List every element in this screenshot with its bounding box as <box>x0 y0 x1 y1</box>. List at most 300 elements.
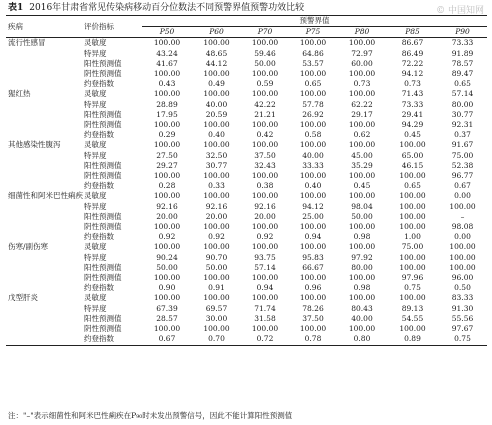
table-row <box>6 89 487 99</box>
value-cell: 100.00 <box>449 252 476 262</box>
value-cell: 30.00 <box>205 313 228 323</box>
value-cell: 100.00 <box>348 242 376 252</box>
value-cell: 40.00 <box>302 150 324 160</box>
disease-cell <box>6 181 84 191</box>
value-cell: 78.57 <box>451 58 474 68</box>
value-cell: 72.22 <box>401 58 424 68</box>
value-cell: 100.00 <box>203 140 230 150</box>
value-cell: 30.77 <box>451 109 474 119</box>
value-cell: 89.13 <box>401 303 424 313</box>
disease-cell <box>6 212 84 222</box>
indicator-cell: 阳性预测值 <box>84 160 122 170</box>
value-cell: 100.00 <box>251 140 279 150</box>
table-title: 2016年甘肃省常见传染病移动百分位数法不同预警界值预警功效比较 <box>29 3 305 13</box>
value-cell: 64.86 <box>302 48 324 58</box>
value-cell: 100.00 <box>299 222 327 232</box>
table-caption <box>8 2 304 14</box>
indicator-cell: 约登指数 <box>84 79 114 89</box>
indicator-cell: 特异度 <box>84 252 107 262</box>
value-cell: 30.77 <box>205 160 228 170</box>
value-cell: 57.14 <box>451 89 474 99</box>
value-cell: 100.00 <box>348 324 376 334</box>
value-cell: 0.49 <box>208 79 225 89</box>
value-cell: 96.77 <box>451 171 474 181</box>
value-cell: 40.00 <box>205 99 228 109</box>
value-cell: 20.00 <box>156 211 178 221</box>
disease-cell <box>6 324 84 334</box>
value-cell: 0.92 <box>158 232 176 242</box>
table-row <box>6 120 487 130</box>
value-cell: 100.00 <box>449 242 476 252</box>
value-cell: 100.00 <box>399 201 426 211</box>
value-cell: 0.65 <box>454 79 471 89</box>
value-cell: 100.00 <box>203 293 230 303</box>
value-cell: 94.12 <box>401 69 424 79</box>
value-cell: 29.17 <box>351 109 373 119</box>
value-cell: 0.43 <box>158 79 176 89</box>
value-cell: 0.42 <box>256 130 274 140</box>
disease-cell <box>6 110 84 120</box>
value-cell: 73.33 <box>451 38 474 48</box>
table-row <box>6 334 487 345</box>
value-cell: 29.41 <box>401 109 424 119</box>
indicator-cell: 特异度 <box>84 303 107 313</box>
value-cell: 100.00 <box>153 140 181 150</box>
disease-cell <box>6 273 84 283</box>
value-cell: 50.00 <box>254 58 276 68</box>
table-row <box>6 100 487 110</box>
indicator-cell: 约登指数 <box>84 232 114 242</box>
value-cell: 0.73 <box>404 79 421 89</box>
value-cell: 0.67 <box>142 334 192 345</box>
value-cell: 0.62 <box>353 130 371 140</box>
value-cell: 52.38 <box>451 160 474 170</box>
value-cell: 100.00 <box>348 293 376 303</box>
table-row <box>6 253 487 263</box>
value-cell: 0.00 <box>454 232 471 242</box>
disease-cell <box>6 283 84 293</box>
indicator-cell: 约登指数 <box>84 334 142 345</box>
value-cell: 75.00 <box>401 242 424 252</box>
value-cell: 90.24 <box>156 252 178 262</box>
value-cell: 69.57 <box>205 303 228 313</box>
indicator-cell: 特异度 <box>84 201 107 211</box>
value-cell: 0.37 <box>454 130 471 140</box>
value-cell: 0.94 <box>304 232 322 242</box>
value-cell: 86.67 <box>401 38 424 48</box>
value-cell: 21.21 <box>254 109 276 119</box>
table-row <box>6 161 487 171</box>
indicator-cell: 灵敏度 <box>84 89 107 99</box>
disease-cell <box>6 79 84 89</box>
value-cell: 100.00 <box>399 324 426 334</box>
value-cell: 0.00 <box>454 191 471 201</box>
value-cell: 29.27 <box>156 160 178 170</box>
value-cell: 98.08 <box>451 222 474 232</box>
table-row <box>6 49 487 59</box>
disease-cell <box>6 59 84 69</box>
table-row <box>6 151 487 161</box>
value-cell: 100.00 <box>348 69 376 79</box>
header-disease: 疾病 <box>6 16 84 38</box>
indicator-cell: 阳性预测值 <box>84 58 122 68</box>
disease-cell <box>6 263 84 273</box>
value-cell: 80.00 <box>351 262 373 272</box>
value-cell: 100.00 <box>203 171 230 181</box>
disease-cell <box>6 151 84 161</box>
value-cell: 100.00 <box>251 242 279 252</box>
value-cell: 0.40 <box>208 130 225 140</box>
value-cell: 100.00 <box>299 171 327 181</box>
value-cell: 62.22 <box>351 99 373 109</box>
value-cell: 17.95 <box>156 109 178 119</box>
value-cell: 0.80 <box>337 334 387 345</box>
header-percentile: P90 <box>438 27 487 38</box>
disease-cell <box>6 100 84 110</box>
disease-cell <box>6 222 84 232</box>
disease-cell: 戊型肝炎 <box>8 293 38 303</box>
disease-cell <box>6 69 84 79</box>
value-cell: 0.92 <box>256 232 274 242</box>
value-cell: 0.45 <box>404 130 421 140</box>
value-cell: 100.00 <box>399 140 426 150</box>
value-cell: 42.22 <box>254 99 276 109</box>
value-cell: 100.00 <box>251 293 279 303</box>
value-cell: 80.43 <box>351 303 373 313</box>
value-cell: 100.00 <box>251 273 279 283</box>
value-cell: 100.00 <box>399 252 426 262</box>
value-cell: 48.65 <box>205 48 228 58</box>
value-cell: 53.57 <box>302 58 324 68</box>
table-row <box>6 242 487 252</box>
disease-cell <box>6 314 84 324</box>
value-cell: 96.00 <box>451 273 474 283</box>
value-cell: 0.28 <box>158 181 176 191</box>
value-cell: 100.00 <box>203 89 230 99</box>
value-cell: 67.39 <box>156 303 178 313</box>
data-table <box>6 15 487 346</box>
value-cell: 100.00 <box>399 222 426 232</box>
value-cell: 78.26 <box>302 303 324 313</box>
header-percentile: P50 <box>142 27 192 38</box>
value-cell: 100.00 <box>203 38 230 48</box>
disease-cell <box>6 232 84 242</box>
disease-cell <box>6 49 84 59</box>
indicator-cell: 特异度 <box>84 99 107 109</box>
value-cell: 54.55 <box>401 313 424 323</box>
disease-cell <box>6 161 84 171</box>
table-row <box>6 110 487 120</box>
value-cell: 100.00 <box>399 262 426 272</box>
table-row <box>6 324 487 334</box>
value-cell: 0.70 <box>192 334 241 345</box>
value-cell: 37.50 <box>302 313 324 323</box>
table-row <box>6 79 487 89</box>
value-cell: 0.92 <box>208 232 225 242</box>
indicator-cell: 阴性预测值 <box>84 324 122 334</box>
disease-cell: 其他感染性腹泻 <box>8 140 61 150</box>
value-cell: 100.00 <box>251 324 279 334</box>
table-note: 注："–"表示细菌性和阿米巴性痢疾在P₉₀时未发出预警信号，因此不能计算阳性预测值 <box>8 411 293 420</box>
watermark: © 中国知网 <box>436 6 484 16</box>
value-cell: 0.89 <box>387 334 438 345</box>
value-cell: 0.72 <box>241 334 289 345</box>
value-cell: 92.31 <box>451 120 474 130</box>
indicator-cell: 灵敏度 <box>84 38 107 48</box>
value-cell: 100.00 <box>299 89 327 99</box>
value-cell: 100.00 <box>399 293 426 303</box>
value-cell: 0.40 <box>304 181 322 191</box>
value-cell: 83.33 <box>451 293 474 303</box>
value-cell: 45.00 <box>351 150 373 160</box>
value-cell: 0.38 <box>256 181 274 191</box>
disease-cell <box>6 253 84 263</box>
value-cell: 100.00 <box>299 140 327 150</box>
value-cell: 32.50 <box>205 150 228 160</box>
value-cell: 94.29 <box>401 120 424 130</box>
indicator-cell: 约登指数 <box>84 283 114 293</box>
value-cell: 66.67 <box>302 262 324 272</box>
value-cell: 100.00 <box>299 38 327 48</box>
header-percentile: P75 <box>289 27 337 38</box>
indicator-cell: 灵敏度 <box>84 140 107 150</box>
indicator-cell: 阳性预测值 <box>84 262 122 272</box>
indicator-cell: 灵敏度 <box>84 191 107 201</box>
value-cell: 100.00 <box>251 38 279 48</box>
table-row <box>6 273 487 283</box>
value-cell: 100.00 <box>348 140 376 150</box>
value-cell: 90.70 <box>205 252 228 262</box>
value-cell: 0.98 <box>353 232 371 242</box>
value-cell: 57.78 <box>302 99 324 109</box>
value-cell: 28.57 <box>156 313 178 323</box>
indicator-cell: 阴性预测值 <box>84 171 122 181</box>
value-cell: 100.00 <box>399 191 426 201</box>
value-cell: 100.00 <box>203 242 230 252</box>
value-cell: 91.30 <box>451 303 474 313</box>
value-cell: 25.00 <box>302 211 324 221</box>
disease-cell <box>6 304 84 314</box>
disease-cell: 细菌性和阿米巴性痢疾 <box>8 191 83 201</box>
table-row <box>6 293 487 303</box>
table-row <box>6 202 487 212</box>
value-cell: 60.00 <box>351 58 373 68</box>
value-cell: 100.00 <box>299 242 327 252</box>
header-percentile: P70 <box>241 27 289 38</box>
value-cell: 55.56 <box>451 313 474 323</box>
value-cell: 20.59 <box>205 109 228 119</box>
value-cell: 0.75 <box>438 334 487 345</box>
value-cell: 0.50 <box>454 283 471 293</box>
table-row <box>6 222 487 232</box>
value-cell: 100.00 <box>299 69 327 79</box>
indicator-cell: 阴性预测值 <box>84 69 122 79</box>
table-row <box>6 140 487 150</box>
value-cell: 100.00 <box>299 324 327 334</box>
header-percentile: P80 <box>337 27 387 38</box>
value-cell: 100.00 <box>251 222 279 232</box>
table-label: 表1 <box>8 3 24 13</box>
value-cell: 0.91 <box>208 283 225 293</box>
value-cell: 33.33 <box>302 160 324 170</box>
disease-cell <box>6 120 84 130</box>
value-cell: 46.15 <box>401 160 424 170</box>
table-row <box>6 314 487 324</box>
value-cell: 0.96 <box>304 283 322 293</box>
header-threshold-group: 预警界值 <box>142 16 487 27</box>
table-row <box>6 212 487 222</box>
indicator-cell: 阳性预测值 <box>84 109 122 119</box>
value-cell: 27.50 <box>156 150 178 160</box>
value-cell: 89.47 <box>451 69 474 79</box>
value-cell: 100.00 <box>153 293 181 303</box>
value-cell: 100.00 <box>348 89 376 99</box>
value-cell: 100.00 <box>348 38 376 48</box>
value-cell: 0.73 <box>353 79 371 89</box>
value-cell: 0.67 <box>454 181 471 191</box>
disease-cell: 猩红热 <box>8 89 31 99</box>
value-cell: 100.00 <box>299 191 327 201</box>
value-cell: 100.00 <box>203 69 230 79</box>
indicator-cell: 阴性预测值 <box>84 273 122 283</box>
value-cell: 0.94 <box>256 283 274 293</box>
value-cell: 0.45 <box>353 181 371 191</box>
value-cell: 100.00 <box>251 171 279 181</box>
table-row <box>6 69 487 79</box>
value-cell: 95.83 <box>302 252 324 262</box>
value-cell: 97.67 <box>451 324 474 334</box>
value-cell: 71.43 <box>401 89 424 99</box>
value-cell: 20.00 <box>254 211 276 221</box>
value-cell: 0.78 <box>289 334 337 345</box>
value-cell: 92.16 <box>254 201 276 211</box>
value-cell: 71.74 <box>254 303 276 313</box>
value-cell: 44.12 <box>205 58 228 68</box>
value-cell: 43.24 <box>156 48 178 58</box>
value-cell: 28.89 <box>156 99 178 109</box>
header-indicator: 评价指标 <box>84 16 142 38</box>
value-cell: 100.00 <box>348 191 376 201</box>
value-cell: 57.14 <box>254 262 276 272</box>
indicator-cell: 阴性预测值 <box>84 222 122 232</box>
value-cell: 0.90 <box>158 283 176 293</box>
disease-cell <box>6 130 84 140</box>
header-percentile: P85 <box>387 27 438 38</box>
indicator-cell: 特异度 <box>84 150 107 160</box>
table-body <box>6 38 487 345</box>
value-cell: 100.00 <box>348 171 376 181</box>
value-cell: 94.12 <box>302 201 324 211</box>
value-cell: 100.00 <box>203 222 230 232</box>
value-cell: 100.00 <box>153 171 181 181</box>
value-cell: 100.00 <box>299 120 327 130</box>
value-cell: 37.50 <box>254 150 276 160</box>
indicator-cell: 灵敏度 <box>84 242 107 252</box>
indicator-cell: 阳性预测值 <box>84 313 122 323</box>
value-cell: 0.65 <box>304 79 322 89</box>
value-cell: 97.96 <box>401 273 424 283</box>
value-cell: 65.00 <box>401 150 424 160</box>
value-cell: 100.00 <box>203 273 230 283</box>
value-cell: 1.00 <box>404 232 421 242</box>
value-cell: 35.29 <box>351 160 373 170</box>
value-cell: 100.00 <box>251 191 279 201</box>
value-cell: 75.00 <box>451 150 474 160</box>
indicator-cell: 特异度 <box>84 48 107 58</box>
indicator-cell: 阴性预测值 <box>84 120 122 130</box>
value-cell: 100.00 <box>153 69 181 79</box>
table-row <box>6 59 487 69</box>
table-row <box>6 38 487 49</box>
value-cell: 41.67 <box>156 58 178 68</box>
table-row <box>6 191 487 201</box>
value-cell: 100.00 <box>348 273 376 283</box>
value-cell: 100.00 <box>251 89 279 99</box>
value-cell: 97.92 <box>351 252 373 262</box>
value-cell: 91.89 <box>451 48 474 58</box>
value-cell: 0.58 <box>304 130 322 140</box>
value-cell: 80.00 <box>451 99 474 109</box>
value-cell: 93.75 <box>254 252 276 262</box>
value-cell: – <box>460 211 465 221</box>
header-percentile: P60 <box>192 27 241 38</box>
value-cell: 72.97 <box>351 48 373 58</box>
value-cell: 40.00 <box>351 313 373 323</box>
value-cell: 86.49 <box>401 48 424 58</box>
value-cell: 100.00 <box>399 171 426 181</box>
value-cell: 100.00 <box>299 273 327 283</box>
indicator-cell: 约登指数 <box>84 181 114 191</box>
value-cell: 100.00 <box>153 38 181 48</box>
value-cell: 100.00 <box>153 242 181 252</box>
value-cell: 73.33 <box>401 99 424 109</box>
value-cell: 0.59 <box>256 79 274 89</box>
value-cell: 32.43 <box>254 160 276 170</box>
table-row <box>6 232 487 242</box>
value-cell: 98.04 <box>351 201 373 211</box>
value-cell: 0.33 <box>208 181 225 191</box>
value-cell: 100.00 <box>348 120 376 130</box>
value-cell: 100.00 <box>399 211 426 221</box>
value-cell: 26.92 <box>302 109 324 119</box>
value-cell: 0.98 <box>353 283 371 293</box>
table-row <box>6 283 487 293</box>
value-cell: 59.46 <box>254 48 276 58</box>
value-cell: 92.16 <box>205 201 228 211</box>
value-cell: 100.00 <box>449 262 476 272</box>
value-cell: 100.00 <box>153 89 181 99</box>
disease-cell: 流行性感冒 <box>8 38 46 48</box>
value-cell: 100.00 <box>449 201 476 211</box>
value-cell: 100.00 <box>251 69 279 79</box>
value-cell: 0.75 <box>404 283 421 293</box>
table-row <box>6 130 487 140</box>
value-cell: 92.16 <box>156 201 178 211</box>
value-cell: 100.00 <box>203 324 230 334</box>
value-cell: 100.00 <box>153 222 181 232</box>
indicator-cell: 灵敏度 <box>84 293 107 303</box>
value-cell: 0.65 <box>404 181 421 191</box>
table-row <box>6 181 487 191</box>
value-cell: 100.00 <box>153 191 181 201</box>
table-row <box>6 263 487 273</box>
value-cell: 31.58 <box>254 313 276 323</box>
disease-cell: 伤寒/副伤寒 <box>8 242 49 252</box>
value-cell: 100.00 <box>203 120 230 130</box>
value-cell: 100.00 <box>348 222 376 232</box>
value-cell: 100.00 <box>203 191 230 201</box>
table-row <box>6 304 487 314</box>
